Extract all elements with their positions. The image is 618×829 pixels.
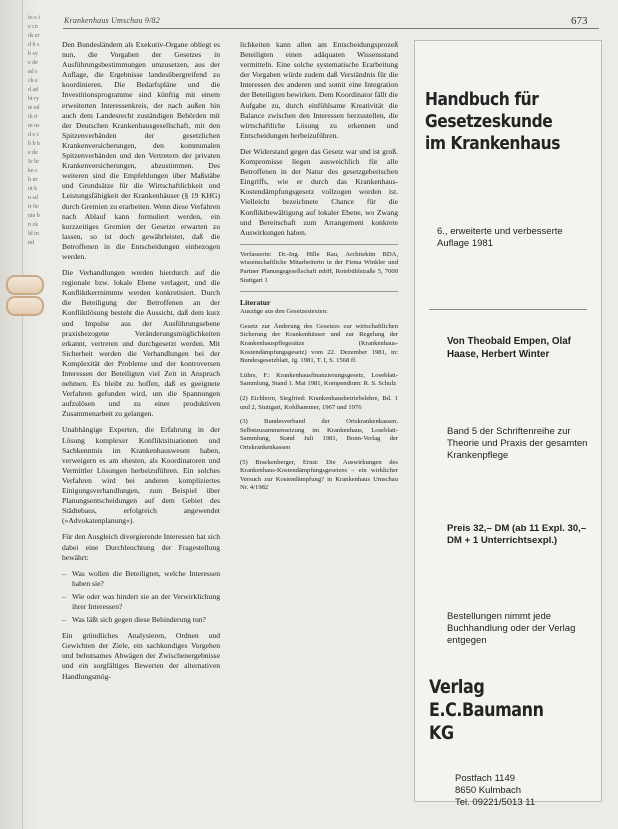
paragraph: Den Bundesländern als Exekutiv-Organe obliegt es nun, die Vorgaben der Gesetzes in Ausführungsbestimmungen umzusetzen, aus der Auflage, die Ergebnisse landesübergreifend zu koordinieren. Die Bedarfspläne und die Investitionsprogramme sind künftig mit einem erweiterten Interessenkreis, der nach außen hin auch dem Landesrecht zuständigen Behörden mit der Deutschen Krankenhausgesellschaft, mit den Spitzenverbänden der gesetzlichen Krankenversicherungen, den kommunalen Spitzenverbänden und den Vertretern der privaten Krankenversicherungen, abzustimmen. Des weiteren sind die Empfehlungen über Maßstäbe und Grundsätze für die Wirtschaftlichkeit und Leistungsfähigkeit der Krankenhäuser (§ 19 KHG) durch Gremien zu erarbeiten. Wenn diese Verfahren nach Ablauf kann formuliert werden, ein kurzzeitiges Gremien der Gesetze erwarten zu lassen, so ist doch gewährleistet, daß die Betroffenen in die Entscheidungen einbezogen werden.	[62, 40, 220, 261]
address-line: Postfach 1149	[455, 773, 516, 784]
address-line: 8650 Kulmbach	[455, 785, 522, 796]
reference-item: Gesetz zur Änderung des Gesetzes zur wirtschaftlichen Sicherung der Krankenhäuser und zur Regelung der Krankenhauspflegesätze (Krankenhaus-Kostendämpfungsgesetz) vom 22. Dezember 1981, in: Bundesgesetzblatt, Jg. 1981, T. I, S. 1568 ff.	[240, 322, 398, 365]
references-list	[240, 308, 398, 493]
reference-item: (5) Brackenberger, Ernst: Die Auswirkungen des Krankenhaus-Kostendämpfungsgesetzes – ein wirklicher Versuch zur Kostendämpfung? in Krankenhaus Umschau Nr. 4/1982	[240, 458, 398, 492]
question-item: – Wie oder was hindert sie an der Verwirklichung ihrer Interessen?	[62, 592, 220, 612]
gutter-fold-line	[22, 0, 23, 829]
ad-title: Handbuch für Gesetzeskunde im Krankenhaus	[425, 89, 561, 154]
paragraph: Die Verhandlungen werden hierdurch auf die regionale bzw. lokale Ebene verlagert, und die Konfliktkerrnimmte werden konkretisiert. Durch die Beteiligung der Betroffenen an der Konfliktlösung besteht die Aussicht, daß dem kurz und Impulse aus der Ausführungsebene praxisbezogene Veränderungsmöglichkeiten erkannt, vertreten und durchgesetzt werden. Mit Sicherheit werden die Verhandlungen bei der Komplexität der Probleme und der kontroversen Interessen der Beteiligten viel Zeit in Anspruch nehmen. Es bleibt zu hoffen, daß es geeignete Verfahren gefunden wird, um die Spannungen aufzulösen und zu einer produktiven Zusammenarbeit zu gelangen.	[62, 268, 220, 419]
address-line: Tel. 09221/5013 11	[455, 797, 536, 808]
header-rule	[63, 28, 599, 29]
ad-order-info: Bestellungen nimmt jede Buchhandlung oder der Verlag entgegen	[447, 611, 576, 646]
author-note: Verfasserin: Dr.-Ing. Hille Rau, Architektin BDA, wissenschaftliche Mitarbeiterin in der Firma Winkler und Partner Planungsgesellschaft mbH, Rotebühlstraße 5, 7000 Stuttgart 1	[240, 250, 398, 284]
references-heading: Literatur	[240, 298, 271, 308]
binding-gutter	[0, 0, 40, 829]
page-number: 673	[571, 15, 588, 27]
gutter-text-fragments: io e ie cn ds er d h s b sy e de ad s ck ed ad ht ry ie ed ih rt m ns d e ch b be de Ie hr ke ch nr nt ku sd ir 0e nie bn ck ld in nd	[28, 15, 40, 246]
reference-item: Lührs, F.: Krankenhausfinanzierungsgesetz, Loseblatt-Sammlung, Stand 1. Mai 1981, Kompendium: R. S. Schulz	[240, 371, 398, 388]
ad-authors: Von Theobald Empen, Olaf Haase, Herbert Winter	[447, 336, 571, 360]
binder-ring-bottom	[6, 296, 44, 316]
paragraph: Für den Ausgleich divergierende Interessen hat sich dabei eine Durchleuchtung der Fragestellung bewährt:	[62, 532, 220, 562]
paragraph: Unabhängige Experten, die Erfahrung in der Lösung komplexer Konfliktsituationen und Sachkenntnis im Krankenhauswesen haben, verweigern es am ehesten, als Koordinatoren und Vermittler Lösungen herbeizuführen. Ein solches Verfahren wird bei anderen kompliziertes Einigungsverhandlungen, zum Beispiel über Planungsentscheidungen auf dem Gebiet des Städtebaus, erfolgreich angewendet (»Advokatenplanung«).	[62, 425, 220, 526]
paragraph: Der Widerstand gegen das Gesetz war und ist groß. Kompromisse liegen ausweichlich für alle Betroffenen in der Natur des gesetzgeberischen Eingriffs, wie er durch das Krankenhaus-Kostendämpfungsgesetz vollzogen worden ist. Vielleicht bezeichnete Chance für die Konfliktbewältigung auf lokaler Ebene, wo Zwang und Bereitschaft zum Arrangement konkrete Auswirkungen haben.	[240, 146, 398, 237]
book-advertisement	[414, 40, 602, 808]
reference-item: Auszüge aus den Gesetzestexten:	[240, 308, 328, 316]
article-column-1	[62, 40, 220, 688]
reference-item: (3) Bundesverband der Ortskrankenkassen. Selbstzusammensetzung im Krankenhaus, Loseblatt-Sammlung, Stand Juli 1981, Bonn-Verlag der Ortskrankenkassen	[240, 418, 398, 451]
article-column-2	[240, 40, 398, 499]
ad-publisher: Verlag E.C.Baumann KG	[429, 676, 544, 744]
question-item: – Was läßt sich gegen diese Behinderung tun?	[62, 615, 220, 625]
paragraph: lichkeiten kann allen am Entscheidungsprozeß Beteiligten einen adäquaten Wissensstand vermitteln. Eine solche systematische Erarbeitung der Vorgaben würde zudem daß Verständnis für die Interessen des anderen und somit eine Integration der Beteiligten bewirken. Dem Koordinator fällt die Aufgabe zu, durch einfühlsame Kreativität die Balance zwischen den Interessen herzustellen, die wirtschaftliche Lösung zu erkennen und Entscheidungen herbeizuführen.	[240, 40, 398, 140]
reference-item: (2) Eichhorn, Siegfried: Krankenhausbetriebslehre, Bd. 1 und 2, Stuttgart, Kohlhammer, 1967 und 1976	[240, 395, 398, 411]
section-divider	[240, 291, 398, 292]
running-title: Krankenhaus Umschau 9/82	[64, 16, 160, 25]
question-list	[62, 569, 220, 625]
ad-address	[455, 773, 535, 809]
question-item: – Was wollen die Beteiligten, welche Interessen haben sie?	[62, 569, 220, 589]
paragraph: Ein gründliches Analysieren, Ordnen und Gewichten der Ziele, ein sachkundiges Vorgehen und behutsames Abwägen der Zwischenergebnisse und ein sorgfältiges Bewerten der alternativen Handlungsmög-	[62, 631, 220, 681]
ad-series: Band 5 der Schriftenreihe zur Theorie und Praxis der gesamten Krankenpflege	[447, 426, 588, 461]
section-divider	[240, 244, 398, 245]
binder-ring-top	[6, 275, 44, 295]
ad-price: Preis 32,– DM (ab 11 Expl. 30,– DM + 1 Unterrichtsexpl.)	[447, 523, 587, 546]
ad-edition: 6., erweiterte und verbesserte Auflage 1981	[437, 226, 563, 249]
ad-divider	[429, 309, 587, 310]
